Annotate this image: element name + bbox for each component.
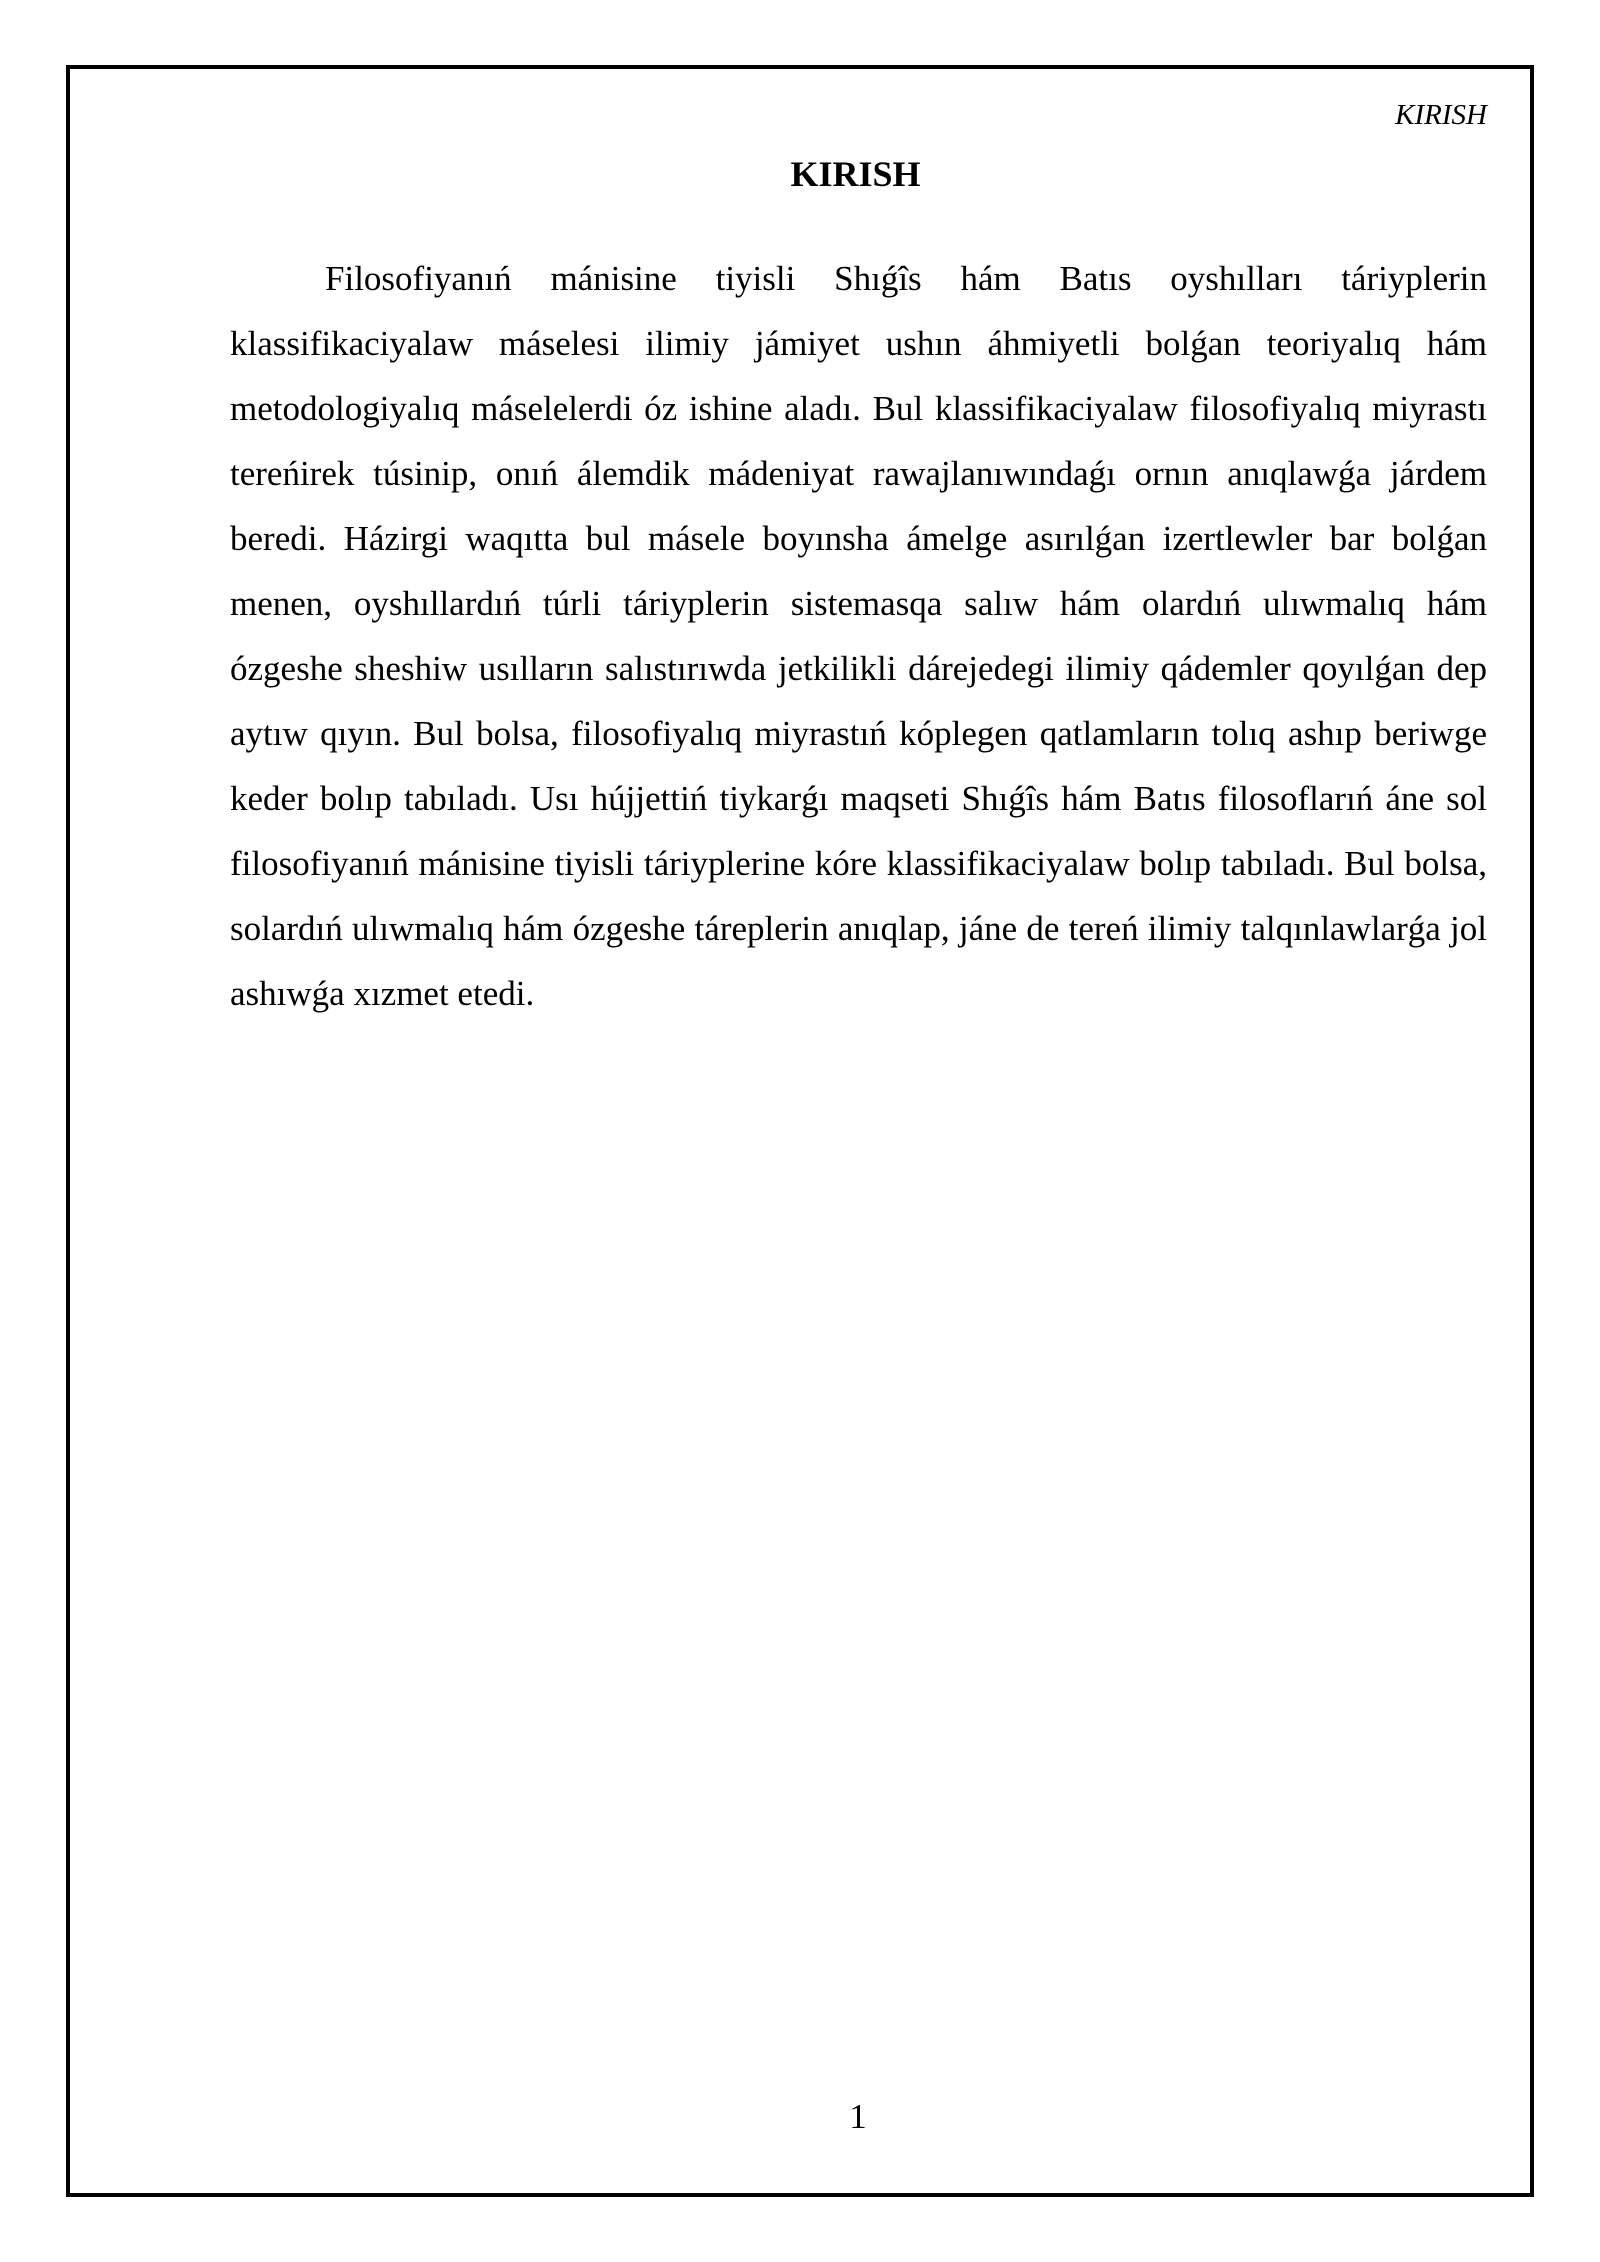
running-header: KIRISH — [1395, 99, 1487, 131]
page-number: 1 — [849, 2097, 867, 2136]
page-title: KIRISH — [790, 154, 921, 194]
body-paragraph: Filosofiyanıń mánisine tiyisli Shıǵîs hám Batıs oyshılları táriyplerin klassifikaciyalaw máselesi ilimiy jámiyet ushın áhmiyetli bolǵan teoriyalıq hám metodologiyalıq máselelerdi óz ishine aladı. Bul klassifikaciyalaw filosofiyalıq miyrastı tereńirek túsinip, onıń álemdik mádeniyat rawajlanıwındaǵı ornın anıqlawǵa járdem beredi. Házirgi waqıtta bul másele boyınsha ámelge asırılǵan izertlewler bar bolǵan menen, oyshıllardıń túrli táriyplerin sistemasqa salıw hám olardıń ulıwmalıq hám ózgeshe sheshiw usılların salıstırıwda jetkilikli dárejedegi ilimiy qádemler qoyılǵan dep aytıw qıyın. Bul bolsa, filosofiyalıq miyrastıń kóplegen qatlamların tolıq ashıp beriwge keder bolıp tabıladı. Usı hújjettiń tiykarǵı maqseti Shıǵîs hám Batıs filosoflarıń áne sol filosofiyanıń mánisine tiyisli táriyplerine kóre klassifikaciyalaw bolıp tabıladı. Bul bolsa, solardıń ulıwmalıq hám ózgeshe táreplerin anıqlap, jáne de tereń ilimiy talqınlawlarǵa jol ashıwǵa xızmet etedi. — [230, 259, 1487, 1013]
